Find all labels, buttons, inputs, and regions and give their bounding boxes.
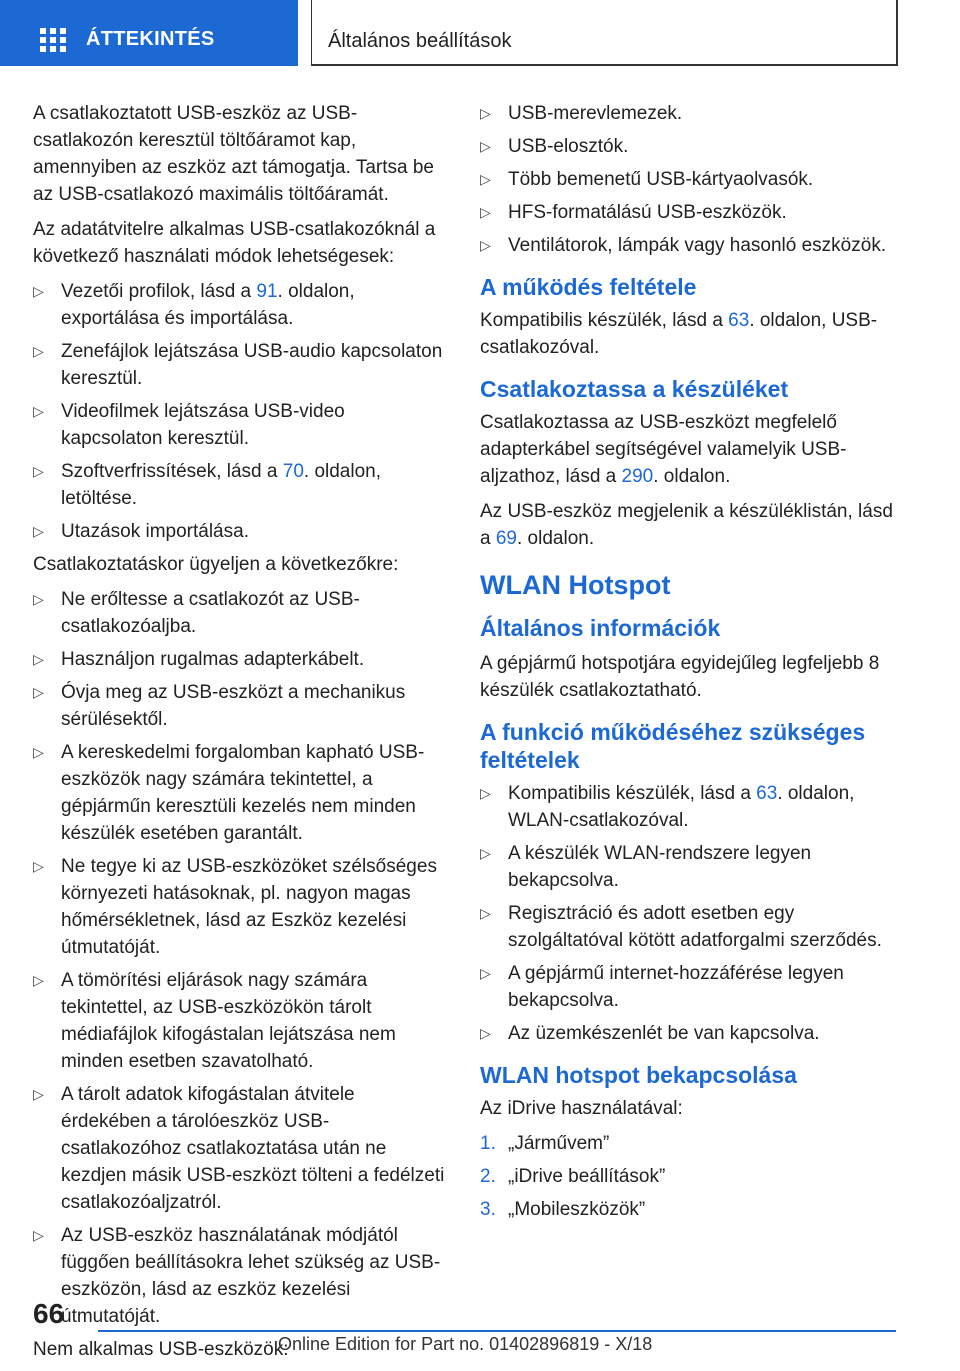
bullet-icon: ▷ [480, 905, 491, 921]
condition-heading: A működés feltétele [480, 274, 697, 300]
general-info-heading: Általános információk [480, 615, 721, 641]
footer-divider [98, 1330, 896, 1332]
list-item: ▷ Óvja meg az USB-eszközt a mechanikus sérülésektől. [33, 679, 448, 733]
list-item: 2. „iDrive beállítások” [480, 1163, 895, 1190]
bullet-icon: ▷ [33, 651, 44, 667]
bullet-icon: ▷ [480, 237, 491, 253]
bullet-icon: ▷ [480, 965, 491, 981]
bullet-icon: ▷ [480, 1025, 491, 1041]
requirements-heading: A funkció működéséhez szükséges feltételek [480, 719, 866, 773]
bullet-icon: ▷ [33, 858, 44, 874]
list-item: ▷ A tömörítési eljárások nagy számára tekintettel, az USB-eszközökön tárolt médiafájlok kifogástalan lejátszása nem minden esetben szavatolható. [33, 967, 448, 1075]
overview-tab[interactable] [0, 0, 298, 66]
bullet-icon: ▷ [33, 1086, 44, 1102]
list-item: ▷ A készülék WLAN-rendszere legyen bekapcsolva. [480, 840, 895, 894]
bullet-icon: ▷ [480, 845, 491, 861]
overview-tab-label: ÁTTEKINTÉS [86, 28, 215, 50]
device-list-paragraph: Az USB-eszköz megjelenik a készüléklistán, lásd a 69. oldalon. [480, 501, 893, 549]
page-link[interactable]: 290 [621, 466, 654, 487]
enable-intro: Az iDrive használatával: [480, 1098, 683, 1119]
bullet-icon: ▷ [480, 785, 491, 801]
list-item: ▷ HFS-formatálású USB-eszközök. [480, 199, 895, 226]
step-number: 1. [480, 1133, 496, 1154]
list-item: 3. „Mobileszközök” [480, 1196, 895, 1223]
page-number: 66 [33, 1298, 65, 1329]
requirements-list [480, 780, 895, 1047]
list-item: ▷ Az üzemkészenlét be van kapcsolva. [480, 1020, 895, 1047]
bullet-icon: ▷ [33, 283, 44, 299]
bullet-icon: ▷ [33, 684, 44, 700]
page-link[interactable]: 63 [728, 310, 750, 331]
list-item: ▷ Szoftverfrissítések, lásd a 70. oldalon, letöltése. [33, 458, 448, 512]
list-item: ▷ A tárolt adatok kifogástalan átvitele érdekében a tárolóeszköz USB-csatlakozóhoz csatlakoztatása után ne kezdjen másik USB-eszközt tölteni a fedélzeti csatlakozóaljzatról. [33, 1081, 448, 1216]
list-item: ▷ Ventilátorok, lámpák vagy hasonló eszközök. [480, 232, 895, 259]
section-title-box [311, 0, 898, 66]
bullet-icon: ▷ [480, 105, 491, 121]
general-info-paragraph: A gépjármű hotspotjára egyidejűleg legfeljebb 8 készülék csatlakoztatható. [480, 653, 880, 701]
list-item: ▷ Videofilmek lejátszása USB-video kapcsolaton keresztül. [33, 398, 448, 452]
caution-list [33, 586, 448, 1330]
list-item: ▷ A gépjármű internet-hozzáférése legyen bekapcsolva. [480, 960, 895, 1014]
list-item: ▷ Az USB-eszköz használatának módjától függően beállításokra lehet szükség az USB-eszközön, lásd az eszköz kezelési útmutatóját. [33, 1222, 448, 1330]
usage-intro: Az adatátvitelre alkalmas USB-csatlakozóknál a következő használati módok lehetségesek: [33, 219, 436, 267]
bullet-icon: ▷ [33, 972, 44, 988]
page-link[interactable]: 69 [495, 528, 517, 549]
list-item: ▷ Használjon rugalmas adapterkábelt. [33, 646, 448, 673]
enable-hotspot-heading: WLAN hotspot bekapcsolása [480, 1062, 797, 1088]
bullet-icon: ▷ [480, 204, 491, 220]
bullet-icon: ▷ [480, 138, 491, 154]
list-item: ▷ A kereskedelmi forgalomban kapható USB-eszközök nagy számára tekintettel, a gépjárműn keresztüli kezelés nem minden készülék esetében garantált. [33, 739, 448, 847]
bullet-icon: ▷ [33, 343, 44, 359]
bullet-icon: ▷ [480, 171, 491, 187]
grid-icon [40, 28, 66, 52]
page-header [0, 0, 960, 66]
usage-list [33, 278, 448, 545]
bullet-icon: ▷ [33, 1227, 44, 1243]
bullet-icon: ▷ [33, 744, 44, 760]
page-link[interactable]: 63 [756, 783, 778, 804]
list-item: 1. „Járművem” [480, 1130, 895, 1157]
page-link[interactable]: 70 [282, 461, 304, 482]
bullet-icon: ▷ [33, 403, 44, 419]
steps-list [480, 1130, 895, 1223]
list-item: ▷ Zenefájlok lejátszása USB-audio kapcsolaton keresztül. [33, 338, 448, 392]
list-item: ▷ Vezetői profilok, lásd a 91. oldalon, exportálása és importálása. [33, 278, 448, 332]
list-item: ▷ Több bemenetű USB-kártyaolvasók. [480, 166, 895, 193]
connect-paragraph: Csatlakoztassa az USB-eszközt megfelelő adapterkábel segítségével valamelyik USB-aljzathoz, lásd a 290. oldalon. [480, 412, 847, 487]
unsuitable-list [480, 100, 895, 259]
right-column [480, 100, 895, 1229]
list-item: ▷ Utazások importálása. [33, 518, 448, 545]
step-number: 2. [480, 1166, 496, 1187]
list-item: ▷ USB-merevlemezek. [480, 100, 895, 127]
list-item: ▷ USB-elosztók. [480, 133, 895, 160]
page-link[interactable]: 91 [256, 281, 278, 302]
list-item: ▷ Ne tegye ki az USB-eszközöket szélsőséges környezeti hatásoknak, pl. nagyon magas hőmérsékletnek, lásd az Eszköz kezelési útmutatóját. [33, 853, 448, 961]
bullet-icon: ▷ [33, 463, 44, 479]
left-column [33, 100, 448, 1371]
list-item: ▷ Regisztráció és adott esetben egy szolgáltatóval kötött adatforgalmi szerződés. [480, 900, 895, 954]
unsuitable-intro: Nem alkalmas USB-eszközök: [33, 1339, 289, 1360]
section-title: Általános beállítások [328, 30, 512, 52]
list-item: ▷ Kompatibilis készülék, lásd a 63. oldalon, WLAN-csatlakozóval. [480, 780, 895, 834]
caution-intro: Csatlakoztatáskor ügyeljen a következőkre: [33, 554, 399, 575]
condition-paragraph: Kompatibilis készülék, lásd a 63. oldalon, USB-csatlakozóval. [480, 310, 878, 358]
wlan-hotspot-heading: WLAN Hotspot [480, 570, 671, 600]
step-number: 3. [480, 1199, 496, 1220]
edition-footer: Online Edition for Part no. 01402896819 - X/18 [278, 1334, 653, 1354]
charging-paragraph: A csatlakoztatott USB-eszköz az USB-csatlakozón keresztül töltőáramot kap, amennyiben az eszköz azt támogatja. Tartsa be az USB-csatlakozó maximális töltőáramát. [33, 103, 434, 205]
connect-heading: Csatlakoztassa a készüléket [480, 376, 789, 402]
list-item: ▷ Ne erőltesse a csatlakozót az USB-csatlakozóaljba. [33, 586, 448, 640]
bullet-icon: ▷ [33, 591, 44, 607]
bullet-icon: ▷ [33, 523, 44, 539]
